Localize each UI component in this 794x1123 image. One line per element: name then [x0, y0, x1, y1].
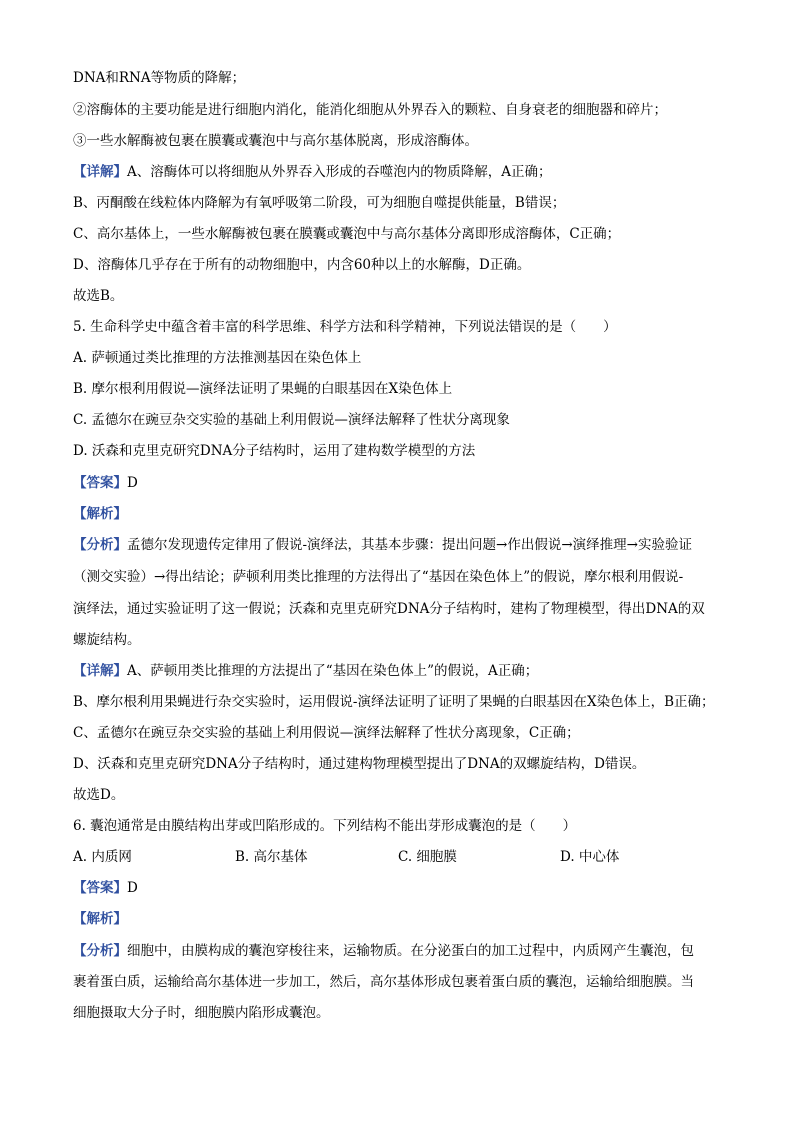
detail-text: A、溶酶体可以将细胞从外界吞入形成的吞噬泡内的物质降解，A正确；: [127, 164, 552, 180]
answer-5: [73, 473, 723, 493]
analysis-heading-5: [73, 504, 723, 524]
detail-label: 【详解】: [73, 164, 127, 180]
question-6-option-a: A. 内质网: [73, 849, 132, 865]
conclusion-line: 故选D。: [73, 787, 125, 803]
answer-value: D: [127, 880, 138, 896]
text-line: ③一些水解酶被包裹在膜囊或囊泡中与高尔基体脱离，形成溶酶体。: [73, 133, 478, 149]
analysis-line: 细胞摄取大分子时，细胞膜内陷形成囊泡。: [73, 1005, 330, 1021]
analysis-text: 细胞中，由膜构成的囊泡穿梭往来，运输物质。在分泌蛋白的加工过程中，内质网产生囊泡，包: [127, 943, 694, 959]
answer-label: 【答案】: [73, 880, 127, 896]
text-line: D、溶酶体几乎存在于所有的动物细胞中，内含60种以上的水解酶，D正确。: [73, 257, 531, 273]
answer-label: 【答案】: [73, 475, 127, 491]
analysis-label: 【解析】: [73, 506, 127, 522]
analysis-line: （测交实验）→得出结论；萨顿利用类比推理的方法得出了“基因在染色体上”的假说，摩尔根利用假说-: [73, 569, 684, 585]
answer-6: [73, 878, 723, 898]
question-6-options: [73, 847, 723, 867]
analysis-line: 裹着蛋白质，运输给高尔基体进一步加工，然后，高尔基体形成包裹着蛋白质的囊泡，运输给细胞膜。当: [73, 974, 694, 990]
conclusion-line: 故选B。: [73, 288, 124, 304]
analysis-sub-label: 【分析】: [73, 943, 127, 959]
detail-line: C、孟德尔在豌豆杂交实验的基础上利用假说—演绎法解释了性状分离现象，C正确；: [73, 725, 580, 741]
analysis-heading-6: [73, 909, 723, 929]
answer-value: D: [127, 475, 138, 491]
question-6-option-c: C. 细胞膜: [398, 849, 457, 865]
detail-line: [73, 162, 723, 182]
analysis-line: [73, 941, 733, 961]
text-line: ②溶酶体的主要功能是进行细胞内消化，能消化细胞从外界吞入的颗粒、自身衰老的细胞器和碎片；: [73, 102, 667, 118]
question-5-stem: 5. 生命科学史中蕴含着丰富的科学思维、科学方法和科学精神，下列说法错误的是（ ）: [73, 319, 617, 335]
question-5-option-b: B. 摩尔根利用假说—演绎法证明了果蝇的白眼基因在X染色体上: [73, 381, 453, 397]
detail-line: B、摩尔根利用果蝇进行杂交实验时，运用假说-演绎法证明了证明了果蝇的白眼基因在X染色体上，B正确；: [73, 694, 715, 710]
text-line: C、高尔基体上，一些水解酶被包裹在膜囊或囊泡中与高尔基体分离即形成溶酶体，C正确；: [73, 226, 621, 242]
analysis-line: 螺旋结构。: [73, 632, 141, 648]
analysis-text: 孟德尔发现遗传定律用了假说-演绎法，其基本步骤：提出问题→作出假说→演绎推理→实验验证: [127, 537, 692, 553]
question-6-option-d: D. 中心体: [560, 849, 620, 865]
analysis-line: [73, 535, 733, 555]
question-6-stem: 6. 囊泡通常是由膜结构出芽或凹陷形成的。下列结构不能出芽形成囊泡的是（ ）: [73, 818, 577, 834]
detail-label: 【详解】: [73, 663, 127, 679]
detail-text: A、萨顿用类比推理的方法提出了“基因在染色体上”的假说，A正确；: [127, 663, 539, 679]
question-5-option-c: C. 孟德尔在豌豆杂交实验的基础上利用假说—演绎法解释了性状分离现象: [73, 412, 510, 428]
analysis-label: 【解析】: [73, 911, 127, 927]
analysis-sub-label: 【分析】: [73, 537, 127, 553]
detail-line: D、沃森和克里克研究DNA分子结构时，通过建构物理模型提出了DNA的双螺旋结构，D错误。: [73, 756, 646, 772]
question-5-option-d: D. 沃森和克里克研究DNA分子结构时，运用了建构数学模型的方法: [73, 443, 476, 459]
analysis-line: 演绎法，通过实验证明了这一假说；沃森和克里克研究DNA分子结构时，建构了物理模型，得出DNA的双: [73, 601, 705, 617]
detail-line: [73, 661, 723, 681]
question-5-option-a: A. 萨顿通过类比推理的方法推测基因在染色体上: [73, 350, 362, 366]
question-6-option-b: B. 高尔基体: [235, 849, 308, 865]
text-line: DNA和RNA等物质的降解；: [73, 70, 246, 86]
text-line: B、丙酮酸在线粒体内降解为有氧呼吸第二阶段，可为细胞自噬提供能量，B错误；: [73, 195, 566, 211]
